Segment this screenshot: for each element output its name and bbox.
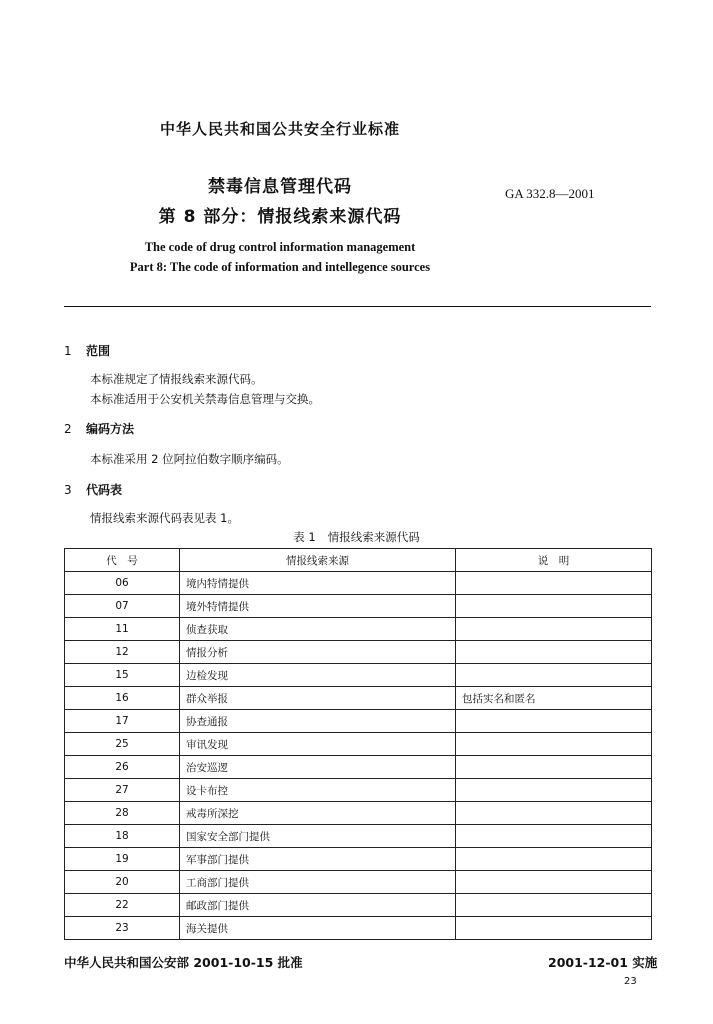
row-code: 16 xyxy=(65,687,180,710)
header-code: 代 号 xyxy=(65,549,180,572)
table-row xyxy=(65,733,652,756)
row-source: 邮政部门提供 xyxy=(180,894,456,917)
row-note xyxy=(456,641,652,664)
table-row xyxy=(65,825,652,848)
section-3-paragraph-1: 情报线索来源代码表见表 1。 xyxy=(90,511,239,525)
table-row xyxy=(65,871,652,894)
row-note xyxy=(456,894,652,917)
section-3-heading xyxy=(64,481,122,498)
issuing-organization: 中华人民共和国公共安全行业标准 xyxy=(159,120,400,138)
row-source: 境外特情提供 xyxy=(180,595,456,618)
row-note xyxy=(456,917,652,940)
row-code: 12 xyxy=(65,641,180,664)
table-row xyxy=(65,802,652,825)
effective-date: 2001-12-01 实施 xyxy=(548,955,658,970)
row-note xyxy=(456,710,652,733)
table-row xyxy=(65,595,652,618)
row-code: 25 xyxy=(65,733,180,756)
row-code: 06 xyxy=(65,572,180,595)
row-note: 包括实名和匿名 xyxy=(456,687,652,710)
row-note xyxy=(456,848,652,871)
table-row xyxy=(65,848,652,871)
section-number: 3 xyxy=(64,483,72,497)
table-row xyxy=(65,572,652,595)
row-code: 19 xyxy=(65,848,180,871)
row-source: 工商部门提供 xyxy=(180,871,456,894)
row-note xyxy=(456,779,652,802)
row-source: 设卡布控 xyxy=(180,779,456,802)
row-source: 军事部门提供 xyxy=(180,848,456,871)
row-source: 边检发现 xyxy=(180,664,456,687)
table-caption-title: 情报线索来源代码 xyxy=(327,530,420,544)
section-1-paragraph-1: 本标准规定了情报线索来源代码。 xyxy=(90,372,263,386)
header-divider xyxy=(64,306,651,307)
row-source: 侦查获取 xyxy=(180,618,456,641)
document-title: 禁毒信息管理代码 xyxy=(208,177,352,197)
row-code: 07 xyxy=(65,595,180,618)
table-row xyxy=(65,664,652,687)
table-row xyxy=(65,687,652,710)
section-number: 1 xyxy=(64,344,72,358)
source-code-table xyxy=(64,548,652,940)
table-row xyxy=(65,779,652,802)
row-code: 20 xyxy=(65,871,180,894)
row-source: 协查通报 xyxy=(180,710,456,733)
row-note xyxy=(456,572,652,595)
table-row xyxy=(65,894,652,917)
row-note xyxy=(456,595,652,618)
row-code: 27 xyxy=(65,779,180,802)
row-code: 26 xyxy=(65,756,180,779)
header-note: 说 明 xyxy=(456,549,652,572)
row-source: 国家安全部门提供 xyxy=(180,825,456,848)
english-title: The code of drug control information management xyxy=(144,240,416,254)
table-row xyxy=(65,710,652,733)
row-note xyxy=(456,733,652,756)
page-number: 23 xyxy=(624,976,637,987)
row-code: 15 xyxy=(65,664,180,687)
section-title: 编码方法 xyxy=(86,422,135,436)
row-code: 18 xyxy=(65,825,180,848)
row-note xyxy=(456,802,652,825)
section-1-paragraph-2: 本标准适用于公安机关禁毒信息管理与交换。 xyxy=(90,392,320,406)
row-note xyxy=(456,871,652,894)
row-note xyxy=(456,618,652,641)
section-title: 代码表 xyxy=(86,483,123,497)
row-code: 17 xyxy=(65,710,180,733)
row-code: 11 xyxy=(65,618,180,641)
approval-line: 中华人民共和国公安部 2001-10-15 批准 xyxy=(64,955,303,970)
table-row xyxy=(65,618,652,641)
row-source: 境内特情提供 xyxy=(180,572,456,595)
document-subtitle: 第 8 部分：情报线索来源代码 xyxy=(158,207,402,227)
table-caption xyxy=(0,529,713,545)
section-1-heading xyxy=(64,342,110,359)
section-title: 范围 xyxy=(86,344,111,358)
row-source: 群众举报 xyxy=(180,687,456,710)
row-note xyxy=(456,664,652,687)
row-source: 情报分析 xyxy=(180,641,456,664)
table-row xyxy=(65,756,652,779)
header-source: 情报线索来源 xyxy=(180,549,456,572)
section-number: 2 xyxy=(64,422,72,436)
table-row xyxy=(65,917,652,940)
row-source: 戒毒所深挖 xyxy=(180,802,456,825)
row-source: 治安巡逻 xyxy=(180,756,456,779)
row-code: 22 xyxy=(65,894,180,917)
section-2-heading xyxy=(64,420,134,437)
row-note xyxy=(456,825,652,848)
table-row xyxy=(65,641,652,664)
english-subtitle: Part 8: The code of information and intellegence sources xyxy=(129,260,431,274)
row-source: 海关提供 xyxy=(180,917,456,940)
row-code: 23 xyxy=(65,917,180,940)
section-2-paragraph-1: 本标准采用 2 位阿拉伯数字顺序编码。 xyxy=(90,452,289,466)
table-caption-label: 表 1 xyxy=(293,530,316,544)
table-header-row xyxy=(65,549,652,572)
row-source: 审讯发现 xyxy=(180,733,456,756)
row-code: 28 xyxy=(65,802,180,825)
standard-number: GA 332.8—2001 xyxy=(505,186,595,201)
row-note xyxy=(456,756,652,779)
